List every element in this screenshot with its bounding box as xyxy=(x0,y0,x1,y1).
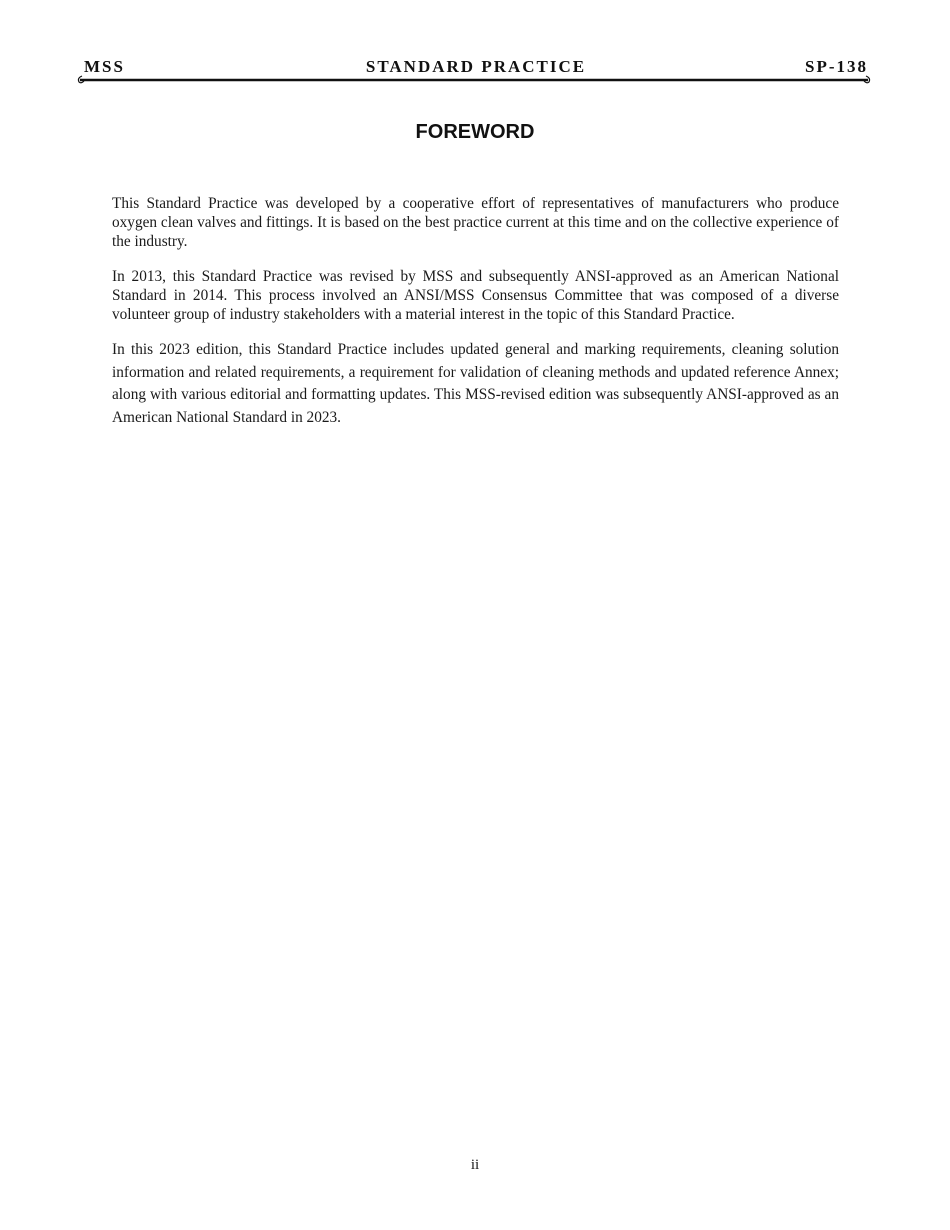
header-organization: MSS xyxy=(84,57,125,76)
page-number: ii xyxy=(470,1157,480,1173)
foreword-body xyxy=(112,194,839,445)
header-document-type: STANDARD PRACTICE xyxy=(365,57,587,76)
header-rule xyxy=(76,74,872,86)
page-title: FOREWORD xyxy=(415,121,535,143)
paragraph-1: This Standard Practice was developed by a cooperative effort of representatives of manufacturers who produce oxygen clean valves and fittings. It is based on the best practice current at this time and on the collective experience of the industry. xyxy=(112,195,839,251)
paragraph-3: In this 2023 edition, this Standard Practice includes updated general and marking requirements, cleaning solution information and related requirements, a requirement for validation of cleaning methods and updated reference Annex; along with various editorial and formatting updates. This MSS-revised edition was subsequently ANSI-approved as an American National Standard in 2023. xyxy=(112,341,839,426)
header-document-number: SP-138 xyxy=(805,57,868,76)
paragraph-2: In 2013, this Standard Practice was revised by MSS and subsequently ANSI-approved as an American National Standard in 2014. This process involved an ANSI/MSS Consensus Committee that was composed of a diverse volunteer group of industry stakeholders with a material interest in the topic of this Standard Practice. xyxy=(112,267,839,324)
